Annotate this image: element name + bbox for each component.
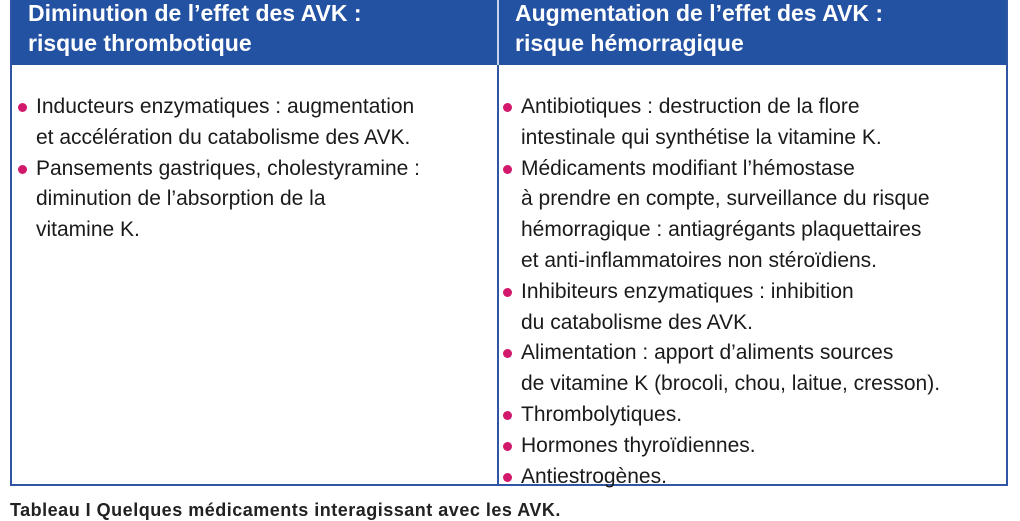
- item-line: hémorragique : antiagrégants plaquettaires: [521, 218, 922, 242]
- item-line: Pansements gastriques, cholestyramine :: [36, 156, 421, 180]
- item-line: et accélération du catabolisme des AVK.: [36, 125, 411, 149]
- item-line: diminution de l’absorption de la: [36, 187, 326, 211]
- header-line: risque hémorragique: [515, 30, 744, 56]
- bullet-icon: [503, 411, 512, 420]
- item-line: Thrombolytiques.: [521, 402, 683, 426]
- item-line: Médicaments modifiant l’hémostase: [521, 156, 855, 180]
- item-line: Antiestrogènes.: [521, 464, 667, 488]
- item-line: Hormones thyroïdiennes.: [521, 433, 756, 457]
- list-item: [499, 431, 994, 462]
- table-caption: Tableau I Quelques médicaments interagissant avec les AVK.: [10, 500, 561, 520]
- list-item: [499, 154, 994, 277]
- item-line: Inhibiteurs enzymatiques : inhibition: [521, 279, 854, 303]
- item-line: du catabolisme des AVK.: [521, 310, 753, 334]
- list-item: [499, 277, 994, 339]
- item-line: intestinale qui synthétise la vitamine K.: [521, 125, 882, 149]
- left-column-list: [14, 92, 484, 246]
- item-line: à prendre en compte, surveillance du risque: [521, 187, 930, 211]
- item-line: et anti-inflammatoires non stéroïdiens.: [521, 248, 878, 272]
- item-line: Inducteurs enzymatiques : augmentation: [36, 95, 415, 118]
- list-item: [499, 338, 994, 400]
- bullet-icon: [503, 442, 512, 451]
- header-line: risque thrombotique: [28, 30, 252, 56]
- header-cell-decrease: [12, 0, 497, 65]
- right-column-list: [499, 92, 994, 492]
- bullet-icon: [503, 103, 512, 112]
- item-line: Alimentation : apport d’aliments sources: [521, 341, 894, 365]
- bullet-icon: [503, 288, 512, 297]
- item-line: de vitamine K (brocoli, chou, laitue, cresson).: [521, 372, 941, 396]
- list-item: [14, 92, 484, 154]
- bullet-icon: [18, 103, 27, 112]
- bullet-icon: [503, 165, 512, 174]
- item-line: vitamine K.: [36, 218, 140, 242]
- list-item: [499, 462, 994, 493]
- item-line: Antibiotiques : destruction de la flore: [521, 95, 860, 118]
- header-cell-increase: [499, 0, 1006, 65]
- list-item: [499, 92, 994, 154]
- list-item: [14, 154, 484, 246]
- bullet-icon: [18, 165, 27, 174]
- header-line: Diminution de l’effet des AVK :: [28, 0, 362, 26]
- bullet-icon: [503, 473, 512, 482]
- list-item: [499, 400, 994, 431]
- table-header-row: [12, 0, 1006, 65]
- header-line: Augmentation de l’effet des AVK :: [515, 0, 884, 26]
- bullet-icon: [503, 349, 512, 358]
